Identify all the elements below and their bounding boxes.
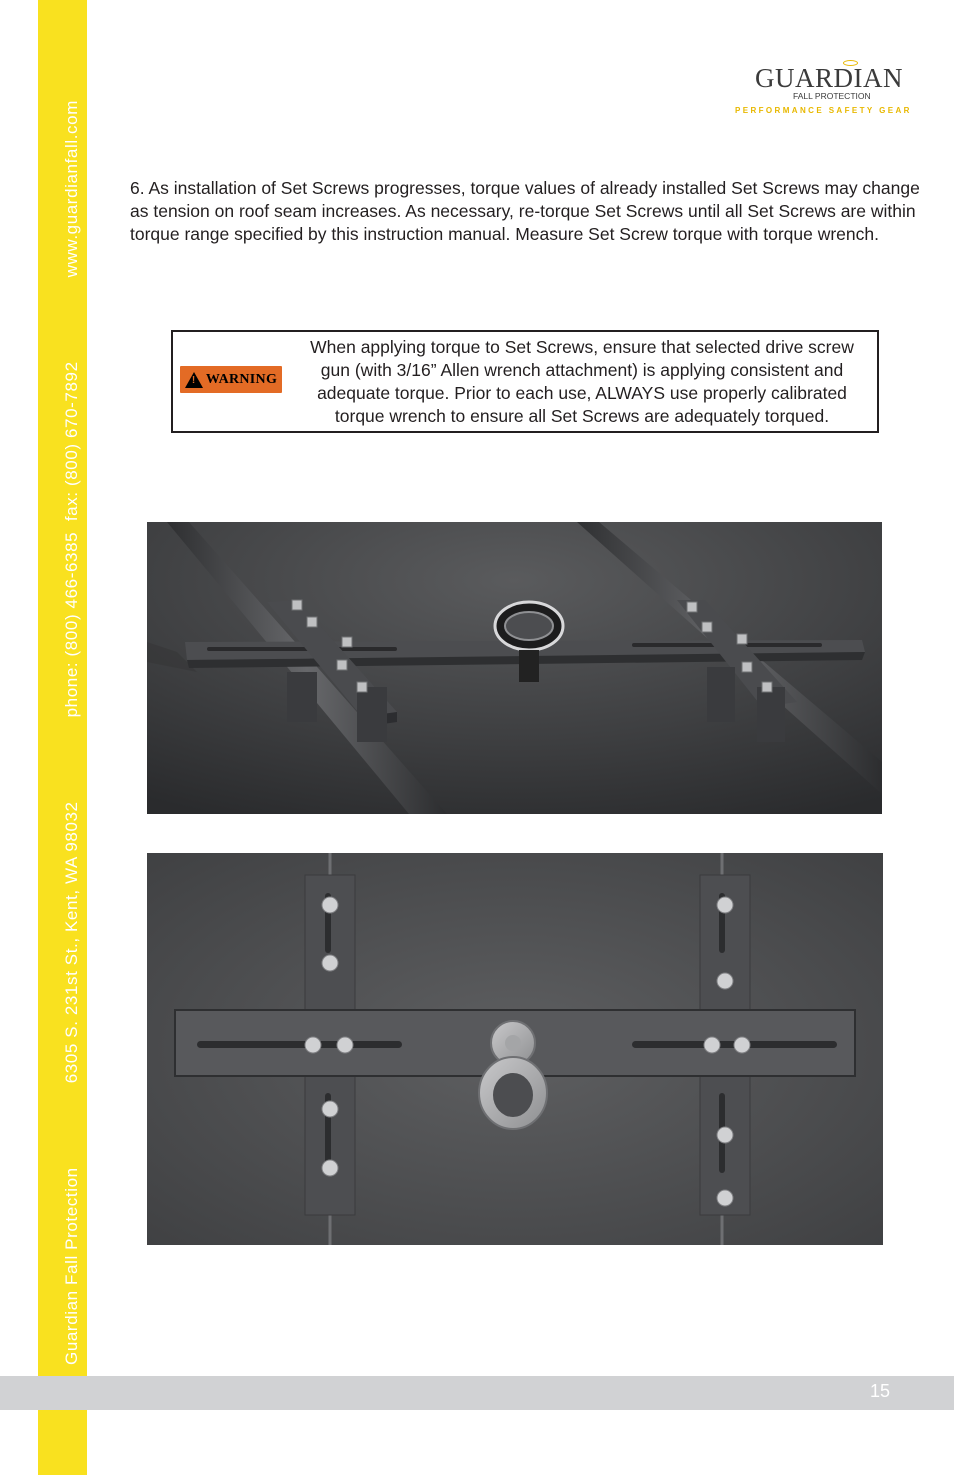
warning-triangle-icon: ! bbox=[185, 372, 203, 388]
logo-wordmark: GUARDIAN bbox=[755, 63, 903, 93]
warning-text: When applying torque to Set Screws, ensure that selected drive screw gun (with 3/16” Allen wrench attachment) is applying consistent and adequate torque. Prior to each use, ALWAYS use properly calibrated torque wrench to ensure all Set Screws are adequately torqued. bbox=[310, 337, 854, 426]
guardian-logo bbox=[735, 63, 912, 123]
anchor-perspective-photo bbox=[147, 522, 882, 814]
sidebar-contact-info bbox=[62, 100, 82, 1365]
logo-subtitle: FALL PROTECTION bbox=[793, 91, 871, 101]
sidebar-address: 6305 S. 231st St., Kent, WA 98032 bbox=[62, 801, 81, 1084]
anchor-top-view-photo bbox=[147, 853, 883, 1245]
footer-bar bbox=[0, 1376, 954, 1410]
page-number: 15 bbox=[869, 1381, 890, 1401]
step-6-paragraph: 6. As installation of Set Screws progresses, torque values of already installed Set Screws may change as tension on roof seam increases. As necessary, re-torque Set Screws until all Set Screws are within torque range specified by this instruction manual. Measure Set Screw torque with torque wrench. bbox=[130, 178, 920, 245]
warning-callout bbox=[171, 330, 879, 433]
sidebar-website: www.guardianfall.com bbox=[62, 100, 81, 278]
warning-badge-label: WARNING bbox=[205, 371, 278, 387]
sidebar-company: Guardian Fall Protection bbox=[62, 1167, 81, 1365]
warning-badge bbox=[180, 366, 282, 393]
sidebar-phone-fax: phone: (800) 466-6385 fax: (800) 670-7892 bbox=[62, 361, 81, 718]
logo-tagline: PERFORMANCE SAFETY GEAR bbox=[735, 106, 912, 115]
